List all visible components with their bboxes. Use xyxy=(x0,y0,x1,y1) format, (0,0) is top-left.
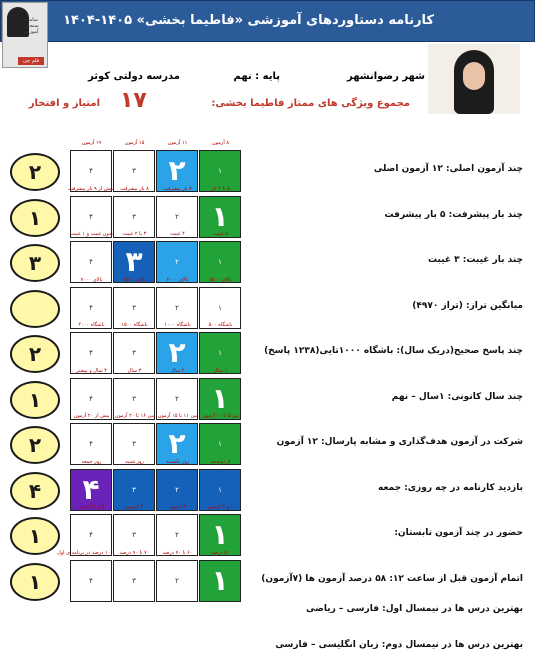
box-value: ۳ xyxy=(125,245,143,278)
score-circle: ۲ xyxy=(10,426,60,464)
box-value: ۱ xyxy=(218,167,222,175)
grade-label: پایه : نهم xyxy=(233,71,280,82)
box-value: ۳ xyxy=(132,167,136,175)
box-label: باشگاه ۵۰۰ xyxy=(208,322,233,328)
score-label: امتیاز و افتخار xyxy=(28,98,100,109)
box-label: ۸ بار پیشرفت xyxy=(120,185,149,192)
row-labels xyxy=(70,322,242,332)
box-value: ۳ xyxy=(132,531,136,539)
score-circle: ۱ xyxy=(10,517,60,555)
row-labels xyxy=(70,459,242,469)
score-box xyxy=(113,560,155,602)
score-circle: ۱ xyxy=(10,563,60,601)
question-text: حضور در چند آزمون تابستان: xyxy=(394,528,523,538)
box-label: بیش از ۲۰ آزمون xyxy=(73,413,110,419)
box-value: ۲ xyxy=(175,258,179,266)
box-value: ۴ xyxy=(89,167,93,175)
box-label: ۶۰ تا ۷۰ درصد xyxy=(162,549,193,556)
box-value: ۱ xyxy=(218,349,222,357)
row-labels xyxy=(70,140,242,150)
box-value: ۲ xyxy=(175,531,179,539)
box-label: روز جمعه xyxy=(81,458,102,465)
box-label: باشگاه ۲۰۰۰ xyxy=(78,322,105,328)
question-text: میانگین تراز: (تراز ۴۹۷۰) xyxy=(412,300,523,311)
box-label: ۵ و ۶ آزمون xyxy=(78,504,105,510)
box-label: ۲ سال xyxy=(170,367,185,374)
question-text: بازدید کارنامه در چه روزی: جمعه xyxy=(378,482,523,493)
box-value: ۴ xyxy=(89,394,93,403)
score-circle: ۱ xyxy=(10,199,60,237)
box-label: ۱ و ۲ آزمون xyxy=(207,504,234,510)
box-value: ۴ xyxy=(89,531,93,539)
box-value: ۱ xyxy=(211,518,229,551)
box-value: ۱ xyxy=(218,258,222,266)
box-label: ۴ سال و بیشتر xyxy=(76,367,107,374)
box-value: ۲ xyxy=(168,427,186,460)
logo-text: سامانه سنجش آموزش xyxy=(23,17,39,35)
box-label: ۱۵ آزمون xyxy=(124,140,145,146)
box-value: ۴ xyxy=(89,440,93,448)
box-label: ۵۰ درصد xyxy=(211,549,230,556)
box-value: ۱ xyxy=(211,563,229,597)
best-subjects-first-half: بهترین درس ها در نیمسال اول: فارسی – ریاضی xyxy=(306,604,523,614)
box-value: ۳ xyxy=(132,485,136,494)
box-label: ۴ غیبت xyxy=(170,231,185,237)
city-label: شهر رضوانشهر xyxy=(346,71,425,82)
box-label: ۳ سال xyxy=(127,367,142,374)
box-value: ۱ xyxy=(218,440,222,448)
question-text: چند آزمون اصلی: ۱۲ آزمون اصلی xyxy=(373,164,523,174)
box-value: ۳ xyxy=(132,394,136,403)
box-label: ۱۱ آزمون xyxy=(167,140,188,146)
box-value: ۱ xyxy=(211,381,229,415)
row-labels xyxy=(70,186,242,196)
box-label: بین ۱۶ تا ۲۰ آزمون xyxy=(114,413,155,419)
score-circle: ۳ xyxy=(10,244,60,282)
row-labels xyxy=(70,413,242,423)
box-label: باشگاه ۱۰۰۰ xyxy=(164,322,191,328)
question-text: شرکت در آزمون هدف‌گذاری و مشابه پارسال: ۱۲ آزمون xyxy=(276,437,523,447)
box-label: باشگاه ۱۵۰۰ xyxy=(121,322,148,328)
box-label: روز یکشنبه xyxy=(165,458,190,465)
box-label: بالای ۷۰۰۰ xyxy=(80,276,103,283)
box-label: بدون غیبت و ۱ غیبت xyxy=(70,231,113,237)
box-label: ۵ تا ۲ بار xyxy=(211,185,230,192)
box-label: بین ۵ تا ۱۰ آزمون xyxy=(202,413,239,419)
box-label: ۴ آزمون xyxy=(125,504,143,510)
total-value: ۱۷ xyxy=(120,88,147,113)
box-label: ۱ سال xyxy=(213,367,228,374)
header-bar xyxy=(0,0,535,42)
box-value: ۲ xyxy=(175,212,179,221)
box-label: بالای ۶۰۰۰ xyxy=(166,276,189,283)
box-label: بیش از ۹ بار پیشرفت xyxy=(68,185,113,192)
box-value: ۲ xyxy=(175,576,179,585)
box-value: ۴ xyxy=(89,349,93,357)
box-label: ۱۹ آزمون xyxy=(81,140,102,146)
score-box xyxy=(199,560,241,602)
box-label: از دوشنبه xyxy=(210,458,231,465)
student-photo xyxy=(428,44,520,114)
box-value: ۳ xyxy=(132,440,136,448)
row-labels xyxy=(70,277,242,287)
box-label: ۵ غیبت xyxy=(213,231,228,237)
box-value: ۱ xyxy=(218,303,222,312)
logo-badge: قلم چی xyxy=(18,57,44,65)
box-value: ۴ xyxy=(89,576,93,585)
box-label: روز شنبه xyxy=(125,458,144,465)
box-value: ۳ xyxy=(132,349,136,357)
row-labels xyxy=(57,549,242,560)
box-label: ۳ آزمون xyxy=(168,504,186,510)
box-value: ۲ xyxy=(175,485,179,494)
box-value: ۲ xyxy=(168,154,186,187)
box-label: بالای ۶۵۰۰ xyxy=(123,276,146,283)
question-text: چند بار پیشرفت: ۵ بار پیشرفت xyxy=(384,209,523,220)
question-text: چند سال کانونی: ۱سال – نهم xyxy=(391,391,523,402)
box-value: ۲ xyxy=(175,394,179,403)
box-label: ۷۰ تا ۹۰ درصد xyxy=(119,549,150,556)
score-circle: ۲ xyxy=(10,153,60,191)
box-label: بین ۱۱ تا ۱۵ آزمون xyxy=(157,413,198,419)
box-value: ۴ xyxy=(89,303,93,312)
best-subjects-second-half: بهترین درس ها در نیمسال دوم: زبان انگلیسی – فارسی xyxy=(275,640,523,650)
box-label: ۱۰۰ درصد در برنامه ی اول xyxy=(57,549,113,556)
question-text: چند بار غیبت: ۳ غیبت xyxy=(428,255,523,265)
box-label: ۸ آزمون xyxy=(211,140,229,146)
box-label: ۷ بار پیشرفت xyxy=(163,185,192,192)
logo xyxy=(2,2,48,68)
row-labels xyxy=(70,504,242,514)
school-label: مدرسه دولتی کوثر xyxy=(88,71,180,82)
question-text: اتمام آزمون قبل از ساعت ۱۲: ۵۸ درصد آزمون ها (۷آزمون) xyxy=(261,573,523,584)
box-value: ۲ xyxy=(175,303,179,312)
box-value: ۴ xyxy=(89,258,93,266)
box-value: ۴ xyxy=(89,212,93,221)
score-circle xyxy=(10,290,60,328)
box-value: ۳ xyxy=(132,303,136,312)
row-labels xyxy=(70,231,242,241)
total-label: مجموع ویژگی های ممتاز فاطیما بخشی: xyxy=(211,98,410,109)
score-box xyxy=(156,560,198,602)
box-label: ۳ یا ۲ غیبت xyxy=(122,231,147,237)
score-circle: ۲ xyxy=(10,335,60,373)
box-label: بالای ۵۵۰۰ xyxy=(209,276,232,283)
score-box xyxy=(70,560,112,602)
box-value: ۱ xyxy=(218,485,222,494)
page-title: کارنامه دستاوردهای آموزشی «فاطیما بخشی» ۱۴۰۵-۱۴۰۴ xyxy=(63,13,434,28)
question-text: چند پاسخ صحیح(دریک سال): باشگاه ۱۰۰۰تایی(۱۲۳۸ پاسخ) xyxy=(264,346,523,356)
box-value: ۳ xyxy=(132,576,136,585)
box-value: ۴ xyxy=(82,472,100,506)
box-value: ۱ xyxy=(211,199,229,233)
box-value: ۲ xyxy=(168,336,186,369)
box-value: ۳ xyxy=(132,212,136,221)
row-labels xyxy=(70,368,242,378)
score-circle: ۴ xyxy=(10,472,60,510)
score-circle: ۱ xyxy=(10,381,60,419)
